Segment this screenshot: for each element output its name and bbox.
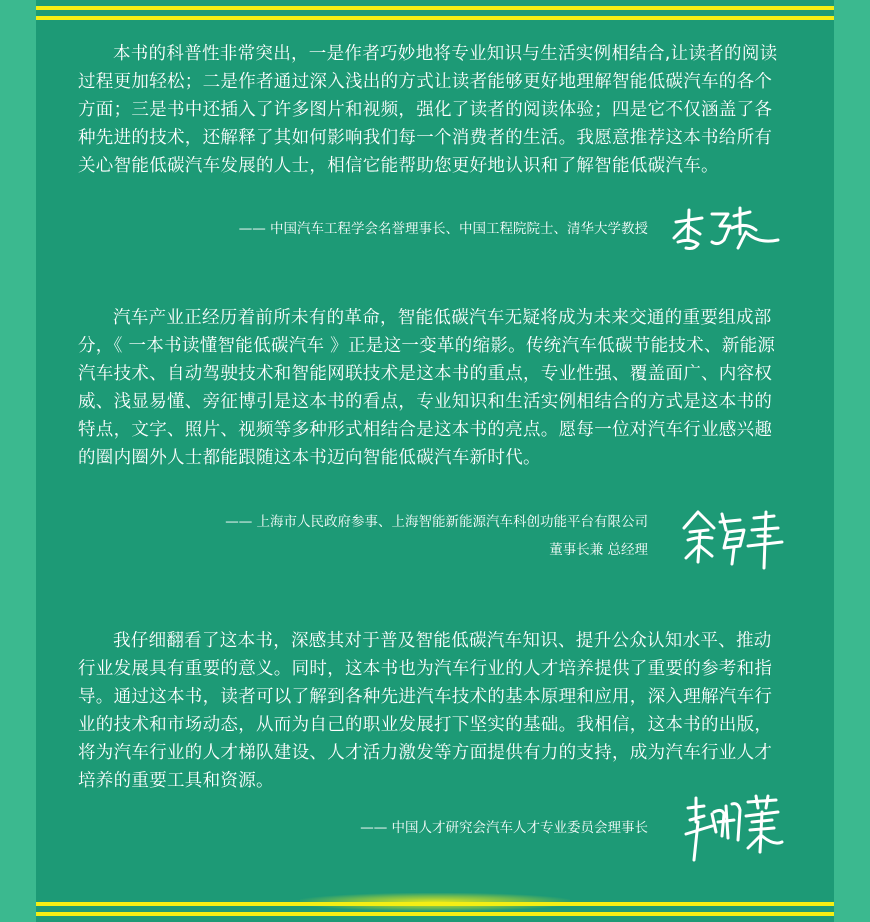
top-stripe	[36, 6, 834, 10]
handwritten-signature	[678, 506, 788, 574]
endorsement-attribution-title: 董事长兼 总经理	[549, 542, 648, 558]
handwritten-signature	[682, 792, 786, 868]
endorsement-text: 我仔细翻看了这本书，深感其对于普及智能低碳汽车知识、提升公众认知水平、推动行业发展具有重要的意义。同时，这本书也为汽车行业的人才培养提供了重要的参考和指导。通过这本书，读者可以了解到各种先进汽车技术的基本原理和应用，深入理解汽车行业的技术和市场动态，从而为自己的职业发展打下坚实的基础。我相信，这本书的出版，将为汽车行业的人才梯队建设、人才活力激发等方面提供有力的支持，成为汽车行业人才培养的重要工具和资源。	[78, 631, 773, 791]
endorsement-text: 汽车产业正经历着前所未有的革命，智能低碳汽车无疑将成为未来交通的重要组成部分，《 一本书读懂智能低碳汽车 》正是这一变革的缩影。传统汽车低碳节能技术、新能源汽车技术、自动驾驶技术和智能网联技术是这本书的重点，专业性强、覆盖面广、内容权威、浅显易懂、旁征博引是这本书的看点，专业知识和生活实例相结合的方式是这本书的特点，文字、照片、视频等多种形式相结合是这本书的亮点。愿每一位对汽车行业感兴趣的圈内圈外人士都能跟随这本书迈向智能低碳汽车新时代。	[78, 308, 776, 468]
handwritten-signature	[668, 204, 784, 258]
endorsement-text: 本书的科普性非常突出，一是作者巧妙地将专业知识与生活实例相结合,让读者的阅读过程更加轻松；二是作者通过深入浅出的方式让读者能够更好地理解智能低碳汽车的各个方面；三是书中还插入了许多图片和视频，强化了读者的阅读体验；四是它不仅涵盖了各种先进的技术，还解释了其如何影响我们每一个消费者的生活。我愿意推荐这本书给所有关心智能低碳汽车发展的人士，相信它能帮助您更好地认识和了解智能低碳汽车。	[78, 44, 778, 176]
top-stripe	[36, 16, 834, 20]
bottom-stripe	[36, 912, 834, 916]
endorsement-attribution: —— 中国汽车工程学会名誉理事长、中国工程院院士、清华大学教授	[238, 221, 648, 237]
endorsement-attribution: —— 上海市人民政府参事、上海智能新能源汽车科创功能平台有限公司	[225, 514, 648, 530]
bottom-glow	[300, 893, 570, 911]
endorsement-attribution: —— 中国人才研究会汽车人才专业委员会理事长	[360, 820, 648, 836]
